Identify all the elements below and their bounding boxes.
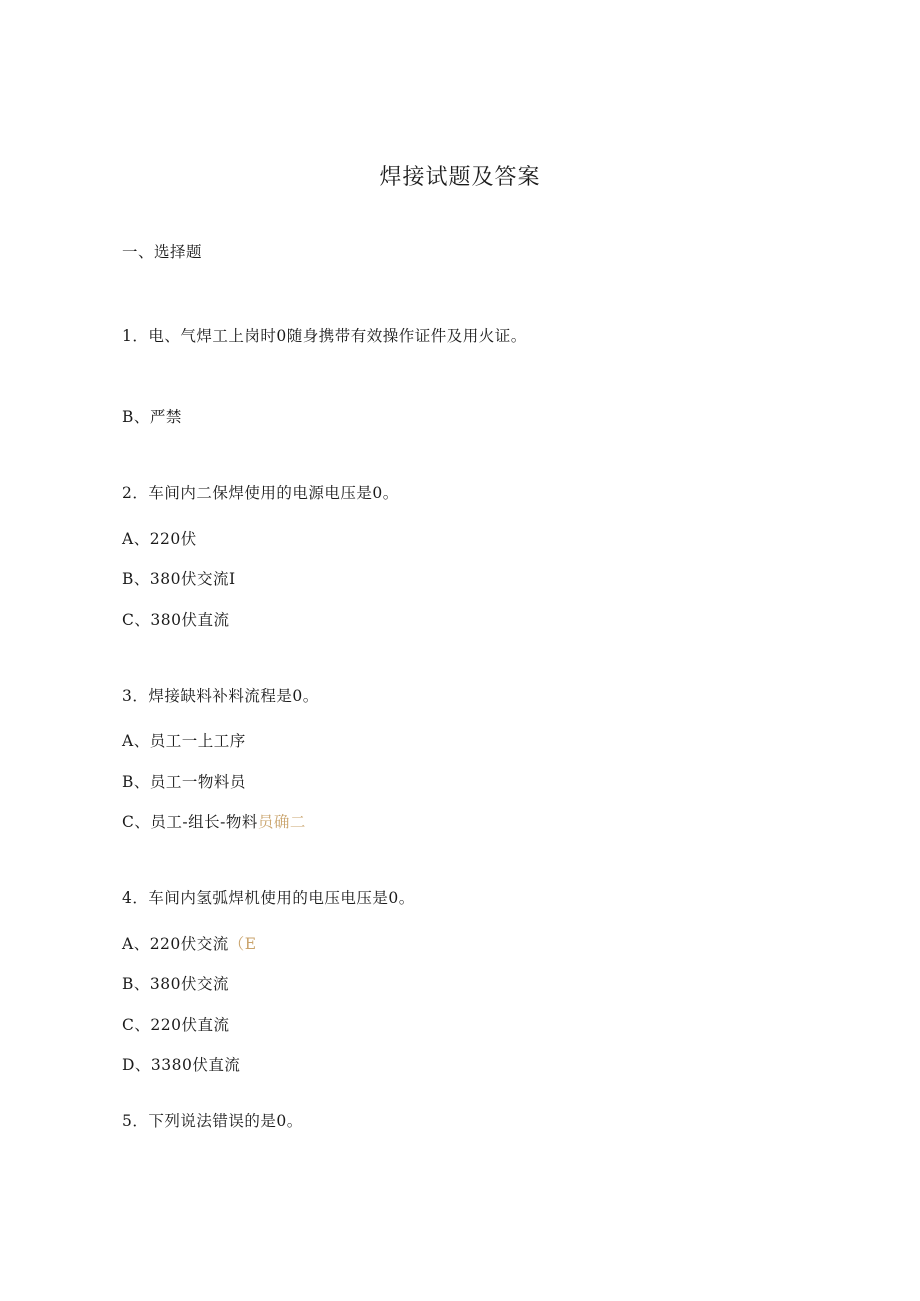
question-1: 1．电、气焊工上岗时0随身携带有效操作证件及用火证。 [122,327,527,345]
question-4-option-d: D、3380伏直流 [122,1056,241,1074]
question-3-option-c-text: C、员工-组长-物料 [122,813,258,831]
question-5: 5．下列说法错误的是0。 [122,1112,303,1130]
section-heading: 一、选择题 [122,243,203,261]
question-4-option-c: C、220伏直流 [122,1016,230,1034]
question-3: 3．焊接缺料补料流程是0。 [122,687,319,705]
question-3-option-c [122,810,306,832]
question-4: 4．车间内氢弧焊机使用的电压电压是0。 [122,889,415,907]
faded-annotation: （E [228,935,257,953]
question-3-option-b: B、员工一物料员 [122,773,246,791]
question-4-option-b: B、380伏交流 [122,975,229,993]
question-2-option-b: B、380伏交流I [122,570,236,588]
question-4-option-a [122,932,257,954]
question-4-option-a-text: A、220伏交流 [122,935,229,953]
question-2-option-c: C、380伏直流 [122,611,230,629]
faded-annotation: 员确二 [257,813,306,831]
question-2: 2．车间内二保焊使用的电源电压是0。 [122,484,399,502]
document-title: 焊接试题及答案 [379,165,541,190]
question-2-option-a: A、220伏 [122,530,197,548]
question-1-option-b: B、严禁 [122,408,182,426]
question-3-option-a: A、员工一上工序 [122,732,246,750]
